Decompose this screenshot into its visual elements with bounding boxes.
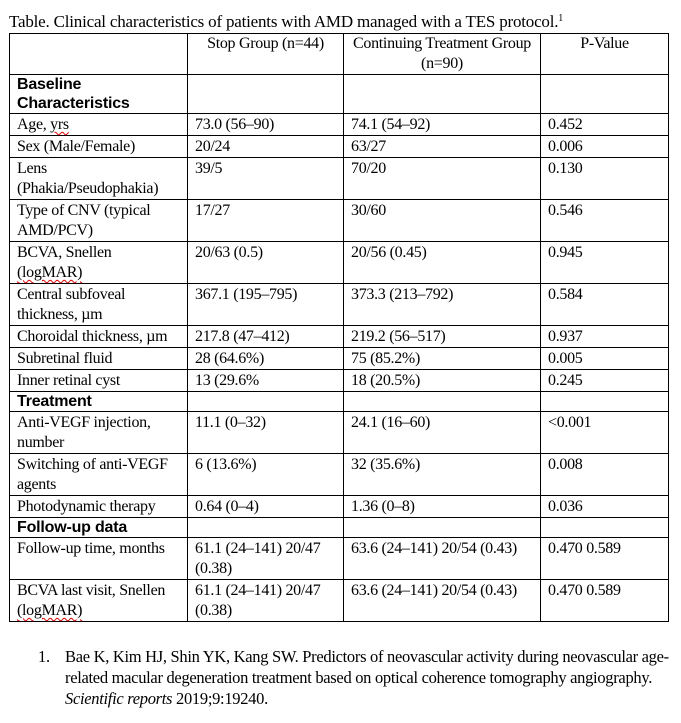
continuing-group-value: 30/60: [344, 200, 541, 242]
stop-group-value: 61.1 (24–141) 20/47 (0.38): [188, 580, 344, 622]
section-row: [10, 518, 669, 538]
reference-journal: Scientific reports: [65, 689, 173, 708]
continuing-group-value: 20/56 (0.45): [344, 242, 541, 284]
clinical-characteristics-table: [9, 33, 669, 622]
continuing-group-value: 1.36 (0–8): [344, 496, 541, 518]
table-row: [10, 158, 669, 200]
row-label: Subretinal fluid: [10, 348, 188, 370]
continuing-group-value: 70/20: [344, 158, 541, 200]
row-label: BCVA last visit, Snellen (logMAR): [10, 580, 188, 622]
header-cell-stop-group: Stop Group (n=44): [188, 34, 344, 75]
table-row: [10, 412, 669, 454]
header-row: [10, 34, 669, 75]
row-label: Anti-VEGF injection, number: [10, 412, 188, 454]
empty-cell: [188, 75, 344, 114]
empty-cell: [188, 518, 344, 538]
section-row: [10, 392, 669, 412]
continuing-group-value: 63.6 (24–141) 20/54 (0.43): [344, 580, 541, 622]
empty-cell: [541, 75, 669, 114]
row-label: Central subfoveal thickness, µm: [10, 284, 188, 326]
reference-item: [65, 646, 681, 709]
header-cell-label: [10, 34, 188, 75]
stop-group-value: 13 (29.6%: [188, 370, 344, 392]
stop-group-value: 73.0 (56–90): [188, 114, 344, 136]
row-label: Sex (Male/Female): [10, 136, 188, 158]
continuing-group-value: 219.2 (56–517): [344, 326, 541, 348]
p-value: 0.036: [541, 496, 669, 518]
table-row: [10, 284, 669, 326]
empty-cell: [541, 392, 669, 412]
reference-citation: 2019;9:19240.: [172, 689, 268, 708]
table-row: [10, 326, 669, 348]
header-cell-continuing-group: Continuing Treatment Group (n=90): [344, 34, 541, 75]
stop-group-value: 20/63 (0.5): [188, 242, 344, 284]
p-value: 0.008: [541, 454, 669, 496]
row-label: Type of CNV (typical AMD/PCV): [10, 200, 188, 242]
p-value: 0.245: [541, 370, 669, 392]
continuing-group-value: 75 (85.2%): [344, 348, 541, 370]
table-row: [10, 538, 669, 580]
section-title: Follow-up data: [10, 518, 188, 538]
continuing-group-value: 32 (35.6%): [344, 454, 541, 496]
footnote-mark: 1: [558, 13, 564, 24]
row-label: Switching of anti-VEGF agents: [10, 454, 188, 496]
p-value: 0.452: [541, 114, 669, 136]
stop-group-value: 6 (13.6%): [188, 454, 344, 496]
empty-cell: [188, 392, 344, 412]
p-value: 0.584: [541, 284, 669, 326]
stop-group-value: 0.64 (0–4): [188, 496, 344, 518]
p-value: 0.937: [541, 326, 669, 348]
p-value: 0.945: [541, 242, 669, 284]
continuing-group-value: 18 (20.5%): [344, 370, 541, 392]
continuing-group-value: 74.1 (54–92): [344, 114, 541, 136]
row-label: BCVA, Snellen (logMAR): [10, 242, 188, 284]
section-title: Treatment: [10, 392, 188, 412]
p-value: 0.006: [541, 136, 669, 158]
row-label: Follow-up time, months: [10, 538, 188, 580]
stop-group-value: 11.1 (0–32): [188, 412, 344, 454]
row-label: Choroidal thickness, µm: [10, 326, 188, 348]
empty-cell: [344, 75, 541, 114]
table-row: [10, 580, 669, 622]
table-row: [10, 348, 669, 370]
table-row: [10, 496, 669, 518]
table-row: [10, 454, 669, 496]
p-value: 0.005: [541, 348, 669, 370]
p-value: 0.470 0.589: [541, 580, 669, 622]
stop-group-value: 217.8 (47–412): [188, 326, 344, 348]
stop-group-value: 61.1 (24–141) 20/47 (0.38): [188, 538, 344, 580]
header-cell-p-value: P-Value: [541, 34, 669, 75]
p-value: <0.001: [541, 412, 669, 454]
reference-number: 1.: [38, 647, 50, 666]
stop-group-value: 20/24: [188, 136, 344, 158]
stop-group-value: 367.1 (195–795): [188, 284, 344, 326]
section-title: Baseline Characteristics: [10, 75, 188, 114]
table-row: [10, 200, 669, 242]
empty-cell: [541, 518, 669, 538]
row-label: Age, yrs: [10, 114, 188, 136]
p-value: 0.130: [541, 158, 669, 200]
stop-group-value: 17/27: [188, 200, 344, 242]
continuing-group-value: 373.3 (213–792): [344, 284, 541, 326]
table-caption: [9, 12, 563, 32]
table-row: [10, 136, 669, 158]
section-row: [10, 75, 669, 114]
continuing-group-value: 63.6 (24–141) 20/54 (0.43): [344, 538, 541, 580]
spellcheck-underline: (logMAR): [17, 602, 83, 619]
row-label: Inner retinal cyst: [10, 370, 188, 392]
p-value: 0.546: [541, 200, 669, 242]
spellcheck-underline: yrs: [50, 116, 69, 133]
continuing-group-value: 24.1 (16–60): [344, 412, 541, 454]
stop-group-value: 39/5: [188, 158, 344, 200]
empty-cell: [344, 518, 541, 538]
table-row: [10, 114, 669, 136]
reference-authors-title: Bae K, Kim HJ, Shin YK, Kang SW. Predictors of neovascular activity during neovascular age-related macular degeneration treatment based on optical coherence tomography angiography.: [65, 647, 669, 687]
caption-text: Table. Clinical characteristics of patients with AMD managed with a TES protocol.: [9, 12, 559, 31]
row-label: Lens (Phakia/Pseudophakia): [10, 158, 188, 200]
table-row: [10, 370, 669, 392]
empty-cell: [344, 392, 541, 412]
table-row: [10, 242, 669, 284]
continuing-group-value: 63/27: [344, 136, 541, 158]
p-value: 0.470 0.589: [541, 538, 669, 580]
spellcheck-underline: (logMAR): [17, 264, 83, 281]
row-label: Photodynamic therapy: [10, 496, 188, 518]
stop-group-value: 28 (64.6%): [188, 348, 344, 370]
